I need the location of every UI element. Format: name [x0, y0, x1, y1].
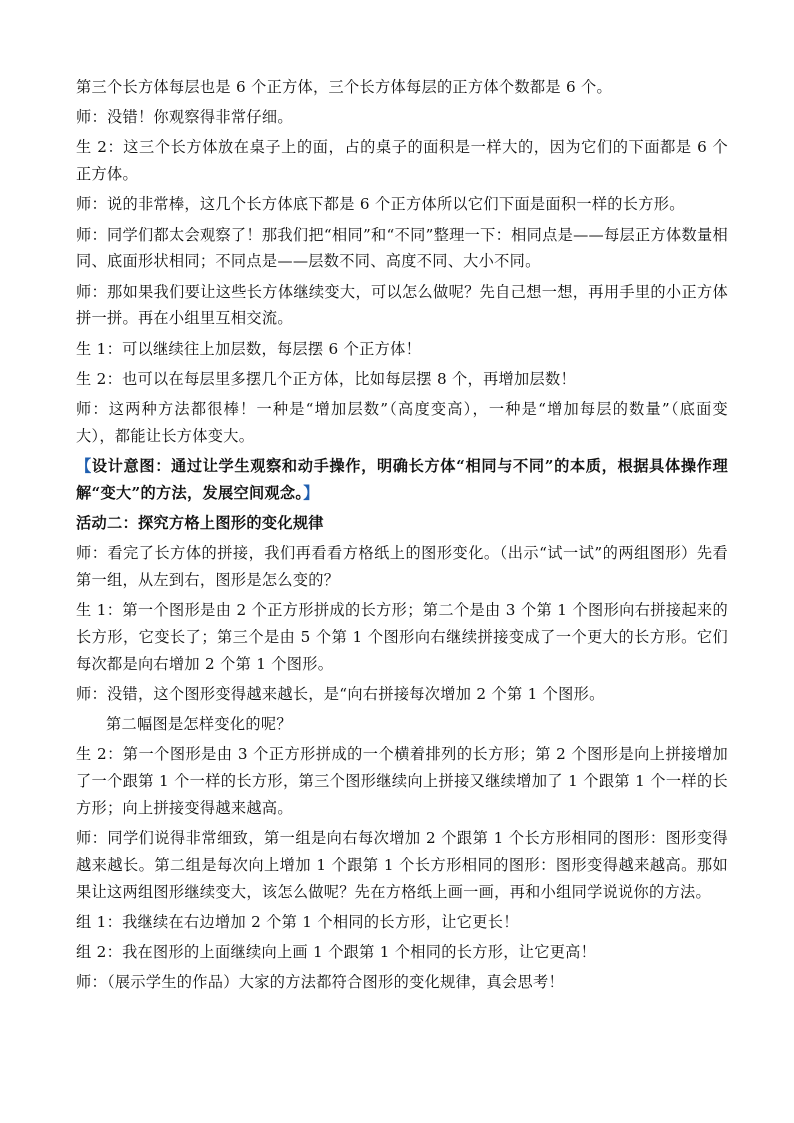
paragraph-p9: 师：这两种方法都很棒！一种是“增加层数”（高度变高），一种是“增加每层的数量”（底面变大），都能让长方体变大。	[76, 399, 728, 445]
paragraph-q2: 生 1：第一个图形是由 2 个正方形拼成的长方形；第二个是由 3 个第 1 个图形向右拼接起来的长方形，它变长了；第三个是由 5 个第 1 个图形向右继续拼接变成了一个更大的长方形。它们每次都是向右增加 2 个第 1 个图形。	[76, 601, 728, 673]
section-heading: 活动二：探究方格上图形的变化规律	[76, 513, 324, 532]
paragraph-p1: 第三个长方体每层也是 6 个正方体，三个长方体每层的正方体个数都是 6 个。	[76, 78, 613, 96]
paragraph-q3: 师：没错，这个图形变得越来越长，是“向右拼接每次增加 2 个第 1 个图形。	[76, 684, 605, 703]
intent-open-bracket: 【	[76, 456, 92, 475]
paragraph-q7: 组 1：我继续在右边增加 2 个第 1 个相同的长方形，让它更长！	[76, 912, 519, 931]
paragraph-p6: 师：那如果我们要让这些长方体继续变大，可以怎么做呢？先自己想一想，再用手里的小正方体拼一拼。再在小组里互相交流。	[76, 282, 728, 328]
intent-text: 设计意图：通过让学生观察和动手操作，明确长方体“相同与不同”的本质，根据具体操作理解“变大”的方法，发展空间观念。	[76, 456, 728, 502]
paragraph-p5: 师：同学们都太会观察了！那我们把“相同”和“不同”整理一下：相同点是——每层正方体数量相同、底面形状相同；不同点是——层数不同、高度不同、大小不同。	[76, 225, 728, 271]
design-intent-note	[76, 453, 728, 507]
paragraph-p7: 生 1：可以继续往上加层数，每层摆 6 个正方体！	[76, 339, 422, 358]
paragraph-q4: 第二幅图是怎样变化的呢？	[106, 715, 292, 733]
paragraph-q6: 师：同学们说得非常细致，第一组是向右每次增加 2 个跟第 1 个长方形相同的图形：图形变得越来越长。第二组是每次向上增加 1 个跟第 1 个长方形相同的图形：图形变得越来越高。那如果让这两组图形继续变大，该怎么做呢？先在方格纸上画一画，再和小组同学说说你的方法。	[76, 828, 728, 901]
intent-close-bracket: 】	[303, 483, 319, 502]
paragraph-q5: 生 2：第一个图形是由 3 个正方形拼成的一个横着排列的长方形；第 2 个图形是向上拼接增加了一个跟第 1 个一样的长方形，第三个图形继续向上拼接又继续增加了 1 个跟第 1 个一样的长方形；向上拼接变得越来越高。	[76, 745, 728, 817]
paragraph-q1: 师：看完了长方体的拼接，我们再看看方格纸上的图形变化。（出示“试一试”的两组图形）先看第一组，从左到右，图形是怎么变的？	[76, 544, 729, 589]
paragraph-q8: 组 2：我在图形的上面继续向上画 1 个跟第 1 个相同的长方形，让它更高！	[76, 942, 597, 961]
paragraph-p3: 生 2：这三个长方体放在桌子上的面，占的桌子的面积是一样大的，因为它们的下面都是 6 个正方体。	[76, 138, 728, 184]
paragraph-q9: 师：（展示学生的作品）大家的方法都符合图形的变化规律，真会思考！	[76, 973, 564, 992]
paragraph-p4: 师：说的非常棒，这几个长方体底下都是 6 个正方体所以它们下面是面积一样的长方形。	[76, 195, 685, 214]
paragraph-p2: 师：没错！你观察得非常仔细。	[76, 108, 293, 127]
paragraph-p8: 生 2：也可以在每层里多摆几个正方体，比如每层摆 8 个，再增加层数！	[76, 369, 576, 388]
